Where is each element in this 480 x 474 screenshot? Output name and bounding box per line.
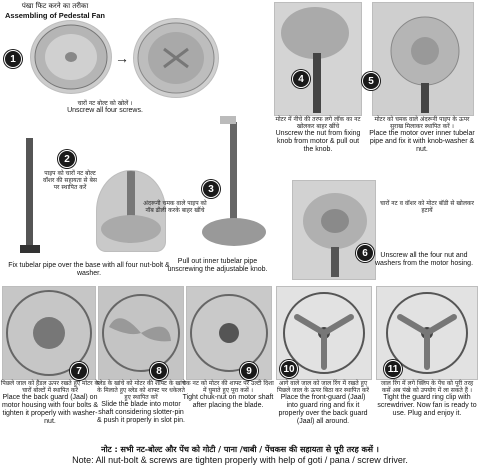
step-10-text	[274, 380, 372, 426]
step-1-english: Unscrew all four screws.	[67, 107, 143, 114]
step-1-number: 1	[4, 50, 22, 68]
step-2-text	[4, 262, 174, 278]
step-9-hindi: चक नट को मोटर की शाफ्ट पर उल्टी दिशा में घुमाते हुए पूरा कसें ।	[182, 380, 274, 394]
note-hindi: नोट : सभी नट-बोल्ट और पेंच को गोटी / पाना /चाबी / पेंचकस की सहायता से पूरी तरह कसें ।	[101, 445, 379, 454]
step-7-english: Place the back guard (Jaal) on motor housing with four bolts & tighten it properly with washer-nut.	[1, 394, 99, 425]
note-block	[0, 444, 480, 465]
step-8-number: 8	[150, 362, 168, 380]
step-6-photo	[292, 180, 376, 280]
step-5-photo	[372, 2, 474, 116]
arrow-right-icon: →	[115, 50, 129, 66]
step-1-text	[30, 100, 180, 115]
step-9-english: Tight chuk-nut on motor shaft after placing the blade.	[182, 394, 274, 409]
step-3-text	[160, 258, 275, 274]
title-english: Assembling of Pedestal Fan	[4, 11, 106, 20]
step-4-number: 4	[292, 70, 310, 88]
step-10-number: 10	[280, 360, 298, 378]
step-3-hindi-box	[140, 200, 210, 214]
step-9-photo	[186, 286, 272, 380]
step-6-hindi-box	[378, 200, 476, 214]
step-4-text	[272, 116, 364, 154]
step-7-number: 7	[70, 362, 88, 380]
step-2-english: Fix tubelar pipe over the base with all four nut-bolt & washer.	[8, 262, 170, 277]
title-block	[0, 2, 110, 20]
note-english: Note: All nut-bolt & screws are tighten properly with help of goti / pana / screw driver.	[72, 455, 408, 465]
step-6-hindi: चारों नट व वॉशर को मोटर बॉडी से खोलकर हटायें	[380, 200, 474, 214]
step-9-text	[182, 380, 274, 410]
step-7-hindi: पिछले जाल को हैंडल ऊपर रखते हुए मोटर के चारों बोल्टों में स्थापित करें	[0, 380, 100, 394]
title-hindi: पंखा फिट करने का तरीका	[21, 2, 89, 10]
step-11-english: Tight the guard ring clip with screwdriver. Now fan is ready to use. Plug and enjoy it.	[377, 394, 477, 417]
step-1-photo	[30, 20, 112, 94]
step-7-text	[0, 380, 100, 426]
step-11-number: 11	[384, 360, 402, 378]
step-10-hindi: आगे वाले जाल को जाल रिंग में रखते हुए पिछले जाल के ऊपर बिठा कर स्थापित करें	[277, 380, 369, 394]
step-1-photo-2	[133, 18, 219, 98]
step-5-hindi: मोटर को चमक वाले अंदरूनी पाइप के ऊपर सुराख मिलाकर स्थापित करें ।	[374, 116, 470, 130]
step-2-hindi-box	[42, 170, 98, 191]
step-10-english: Place the front-guard (Jaal) into guard ring and fix it properly over the back guard (Jaal) all around.	[278, 394, 368, 425]
step-1-hindi: चारों नट बोल्ट को खोलें ।	[77, 100, 133, 107]
step-5-english: Place the motor over inner tubelar pipe and fix it with knob-washer & nut.	[369, 130, 475, 153]
pipe-icon	[14, 130, 44, 260]
step-3-hindi: अंदरूनी चमक वाले पाइप को नॉब ढीली करके बाहर खींचे	[143, 200, 207, 214]
step-3-number: 3	[202, 180, 220, 198]
step-8-text	[96, 380, 186, 425]
blade-icon	[99, 287, 183, 379]
step-4-photo	[274, 2, 362, 116]
fan-base-open-icon	[134, 19, 218, 97]
step-11-hindi: जाल रिंग में लगे क्लिप के पेंच को पूरी तरह कसें अब पंखे को उपयोग में ला सकते हैं ।	[380, 380, 474, 394]
chuk-nut-icon	[187, 287, 271, 379]
step-5-number: 5	[362, 72, 380, 90]
step-8-hindi: ब्लेड के खांचे को मोटर की शाफ्ट के खांचे के मिलाते हुए ब्लेड को शाफ्ट पर धकेलते हुए स्थापित करें	[96, 380, 186, 401]
motor-housing-icon	[293, 181, 375, 279]
step-2-pipe-photo	[14, 130, 44, 260]
step-11-text	[376, 380, 478, 418]
step-8-english: Slide the blade into motor shaft considering slotter-pin & push it properly in slot pin.	[97, 401, 185, 424]
step-6-text	[372, 252, 476, 268]
step-3-english: Pull out inner tubelar pipe unscrewing the adjustable knob.	[167, 258, 268, 273]
step-2-number: 2	[58, 150, 76, 168]
step-6-english: Unscrew all the four nut and washers from the motor hosing.	[374, 252, 474, 267]
step-9-number: 9	[240, 362, 258, 380]
step-5-text	[368, 116, 476, 154]
motor-knob-icon	[275, 3, 361, 115]
step-4-english: Unscrew the nut from fixing knob from motor & pull out the knob.	[275, 130, 361, 153]
step-2-hindi: पाइप को चारों नट बोल्ट वॉशर की सहायता से बेस पर स्थापित करें	[42, 170, 97, 191]
fan-base-icon	[31, 21, 111, 93]
step-6-number: 6	[356, 244, 374, 262]
step-4-hindi: मोटर में नीचे की तरफ लगे लॉक का नट खोलकर बाहर खींचे	[275, 116, 361, 130]
step-8-photo	[98, 286, 184, 380]
motor-icon	[373, 3, 473, 115]
